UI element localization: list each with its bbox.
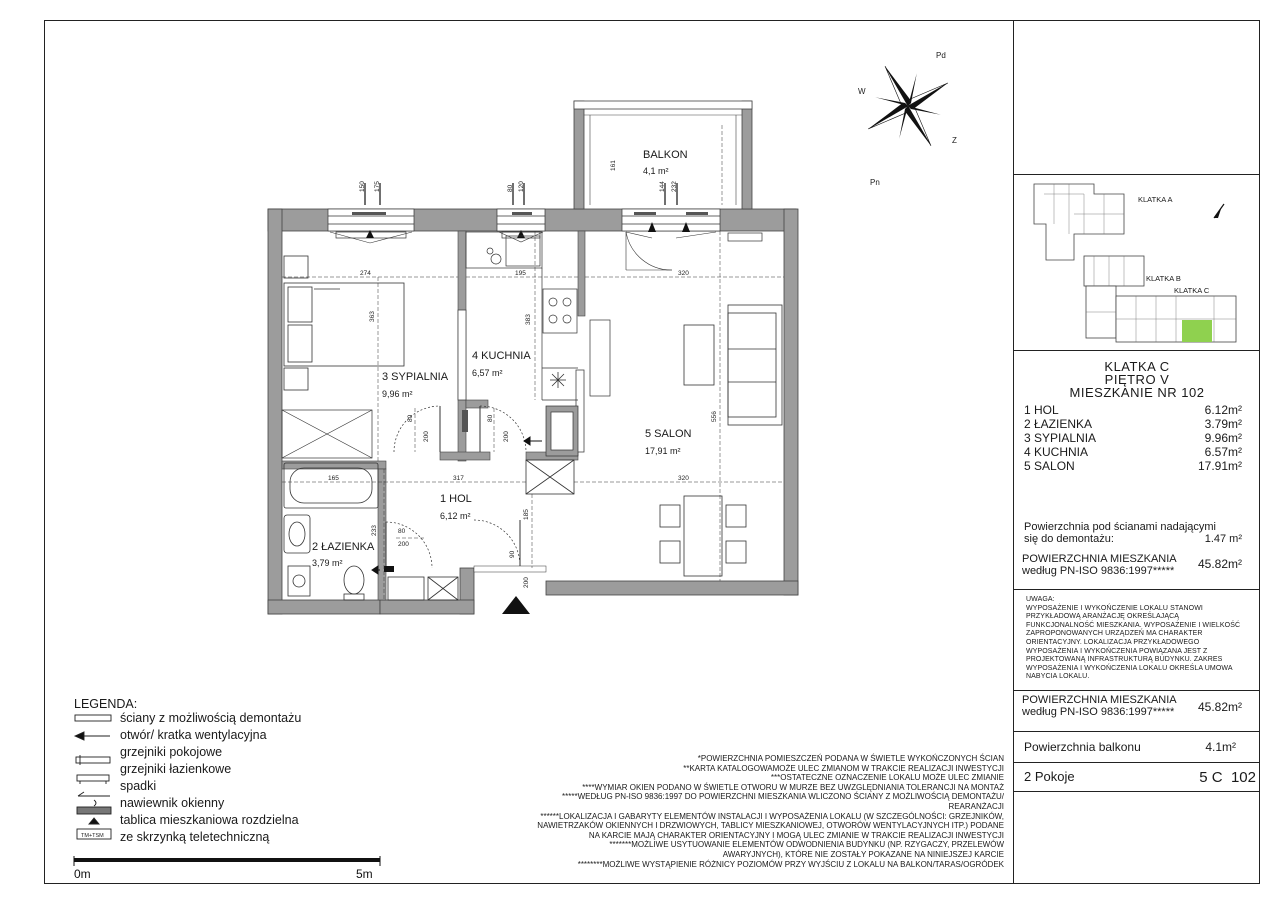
svg-text:556: 556: [711, 411, 718, 422]
room-row: 4 KUCHNIA 6.57m²: [1024, 445, 1242, 459]
floor-title: PIĘTRO V: [1104, 372, 1170, 387]
footnote: *POWIERZCHNIA POMIESZCZEŃ PODANA W ŚWIETLE WYKOŃCZONYCH ŚCIAN: [697, 754, 1004, 763]
room-area-sypialnia: 9,96 m²: [382, 389, 413, 399]
key-label-c: KLATKA C: [1174, 286, 1210, 295]
compass-label-w: W: [858, 87, 866, 96]
room-area-balkon: 4,1 m²: [643, 166, 669, 176]
svg-text:200: 200: [503, 431, 510, 442]
room-name-hol: 1 HOL: [440, 493, 472, 505]
key-plan: [1014, 174, 1260, 350]
salon-furniture: [660, 305, 782, 576]
room-name-lazienka: 2 ŁAZIENKA: [312, 541, 375, 553]
compass-rose-icon: [845, 43, 971, 169]
room-area-hol: 6,12 m²: [440, 511, 471, 521]
apartment-title: MIESZKANIE NR 102: [1069, 385, 1205, 400]
footnote: ***OSTATECZNE OZNACZENIE LOKALU MOŻE ULEC ZMIANIE: [770, 773, 1004, 783]
legend-item-window-vent: nawiewnik okienny: [120, 795, 225, 810]
balcony-area: Powierzchnia balkonu 4.1m²: [1024, 740, 1236, 754]
room-name-balkon: BALKON: [643, 149, 688, 161]
footnote: NAWIETRZAKÓW OKIENNYCH I DRZWIOWYCH, TABLICY MIESZKANIOWEJ, OTWORÓW WENTYLACYJNYCH ITP.) PODANE: [537, 821, 1004, 831]
room-row: 2 ŁAZIENKA 3.79m²: [1024, 417, 1242, 431]
room-area-salon: 17,91 m²: [645, 446, 681, 456]
footnote: **KARTA KATALOGOWAMOŻE ULEC ZMIANOM W TRAKCIE REALIZACJI INWESTYCJI: [683, 763, 1004, 773]
tm-tsm-label: TM+TSM: [81, 833, 104, 839]
scale-start: 0m: [74, 867, 91, 881]
room-area-kuchnia: 6,57 m²: [472, 368, 503, 378]
radiators: [336, 232, 762, 241]
room-row: 1 HOL 6.12m²: [1024, 403, 1242, 417]
svg-text:200: 200: [423, 431, 430, 442]
compass-label-s: Pn: [870, 178, 880, 187]
svg-text:200: 200: [523, 577, 530, 588]
title-divider: [1014, 350, 1260, 351]
svg-text:185: 185: [523, 509, 530, 520]
footnote: NA KARCIE MAJĄ CHARAKTER ORIENTACYJNY I MOGĄ ULEC ZMIANIE W TRAKCIE REALIZACJI INWESTYCJI: [588, 830, 1004, 840]
svg-text:80: 80: [487, 414, 494, 422]
legend-item-bath-radiators: grzejniki łazienkowe: [120, 761, 232, 776]
total-area-2-value: 45.82m²: [1197, 700, 1242, 714]
title-divider: [1014, 762, 1260, 763]
scale-end: 5m: [356, 867, 373, 881]
svg-text:274: 274: [360, 270, 371, 277]
svg-text:165: 165: [328, 475, 339, 482]
room-row: 5 SALON 17.91m²: [1024, 459, 1242, 473]
svg-text:161: 161: [610, 160, 617, 171]
entrance-marker: [502, 596, 530, 614]
legend-item-demountable-walls: ściany z możliwością demontażu: [120, 710, 302, 725]
footnotes: [484, 754, 1004, 869]
footnote: ********MOŻLIWE WYSTĄPIENIE RÓŻNICY POZIOMÓW PRZY WYJŚCIU Z LOKALU NA BALKON/TARAS/OGRÓDEK: [577, 859, 1004, 869]
apartment-code: 5 C 102: [1199, 769, 1256, 786]
svg-text:200: 200: [398, 541, 409, 548]
key-plan-highlight: [1182, 320, 1212, 342]
room-name-sypialnia: 3 SYPIALNIA: [382, 371, 449, 383]
wardrobe: [282, 410, 372, 458]
key-label-b: KLATKA B: [1146, 274, 1181, 283]
legend-title: LEGENDA:: [74, 697, 138, 711]
scale-bar: [74, 856, 380, 866]
legend-item-switchboard: tablica mieszkaniowa rozdzielna: [120, 812, 299, 827]
room-area-lazienka: 3,79 m²: [312, 558, 343, 568]
title-divider: [1014, 791, 1260, 792]
bed: [284, 256, 404, 390]
title-divider: [1014, 174, 1260, 175]
footnote: *******MOŻLIWE USYTUOWANIE ELEMENTÓW ODWODNIENIA BUDYNKU (NP. RZYGACZY, PRZELEWÓW: [609, 840, 1004, 850]
svg-text:233: 233: [371, 525, 378, 536]
title-divider: [1014, 690, 1260, 691]
title-divider: [1014, 731, 1260, 732]
room-name-kuchnia: 4 KUCHNIA: [472, 350, 531, 362]
svg-text:90: 90: [509, 550, 516, 558]
footnote: *****WEDŁUG PN-ISO 9836:1997 DO POWIERZCHNI MIESZKANIA WLICZONO ŚCIANY Z MOŻLIWOŚCIĄ DEMONTAŻU/: [562, 792, 1004, 802]
compass-label-n: Pd: [936, 51, 946, 60]
compass-label-e: Z: [952, 136, 957, 145]
footnote: AWARYJNYCH), KTÓRE NIE ZOSTAŁY POKAZANE NA NINIEJSZEJ KARCIE: [722, 849, 1004, 859]
total-area-1-value: 45.82m²: [1197, 557, 1242, 571]
key-label-a: KLATKA A: [1138, 195, 1173, 204]
title-divider: [1014, 589, 1260, 590]
svg-text:320: 320: [678, 270, 689, 277]
building-key-plan: [1014, 174, 1260, 350]
svg-text:80: 80: [507, 184, 514, 192]
svg-text:80: 80: [407, 414, 414, 422]
rooms-count: 2 Pokoje 5 C 102: [1024, 769, 1256, 786]
apartment-summary: [1014, 360, 1260, 473]
legend-item-room-radiators: grzejniki pokojowe: [120, 744, 223, 759]
room-area-table: [1014, 403, 1260, 473]
svg-text:150: 150: [359, 181, 366, 192]
total-area-2: POWIERZCHNIA MIESZKANIA według PN-ISO 9836:1997***** 45.82m²: [1022, 694, 1242, 718]
footnote: ******LOKALIZACJA I GABARYTY ELEMENTÓW INSTALACJI I WYPOSAŻENIA LOKALU (W SZCZEGÓLNOŚCI: GRZEJNIKÓW,: [540, 811, 1004, 821]
legend-item-slopes: spadki: [120, 778, 157, 793]
stair-title: KLATKA C: [1104, 359, 1170, 374]
room-row: 3 SYPIALNIA 9.96m²: [1024, 431, 1242, 445]
svg-text:120: 120: [518, 181, 525, 192]
room-name-salon: 5 SALON: [645, 428, 692, 440]
dimension-lines: [282, 125, 784, 600]
footnote: ****WYMIAR OKIEN PODANO W ŚWIETLE OTWORU W MURZE BEZ UWZGLĘDNIANIA TOLERANCJI NA MONTAŻ: [582, 782, 1004, 792]
svg-text:175: 175: [374, 181, 381, 192]
svg-text:317: 317: [453, 475, 464, 482]
svg-text:80: 80: [398, 528, 406, 535]
svg-text:232: 232: [671, 181, 678, 192]
total-area-1: POWIERZCHNIA MIESZKANIA według PN-ISO 9836:1997***** 45.82m²: [1022, 553, 1242, 577]
svg-text:144: 144: [659, 181, 666, 192]
legend-item-ventilation: otwór/ kratka wentylacyjna: [120, 727, 267, 742]
svg-text:383: 383: [525, 314, 532, 325]
svg-text:195: 195: [515, 270, 526, 277]
legend-item-switchboard-2: ze skrzynką teletechniczną: [120, 829, 270, 844]
legend-symbols: [75, 715, 111, 839]
notice: UWAGA: WYPOSAŻENIE I WYKOŃCZENIE LOKALU STANOWI PRZYKŁADOWĄ ARANŻACJĘ OKREŚLAJĄCĄ FUNKCJONALNOŚĆ MIESZKANIA. WYPOSAŻENIE I WIELKOŚĆ ZAPROPONOWANYCH URZĄDZEŃ MA CHARAKTER ORIENTACYJNY. LOKALIZACJA PRZYKŁADOWEGO WYPOSAŻENIA I WYKOŃCZENIA POWIĄZANA JEST Z PROJEKTOWANĄ INFRASTRUKTURĄ BUDYNKU. ZAKRES WYPOSAŻENIA I WYKOŃCZENIA LOKALU OKREŚLA UMOWA NABYCIA LOKALU.: [1026, 596, 1241, 681]
svg-text:363: 363: [369, 311, 376, 322]
svg-text:320: 320: [678, 475, 689, 482]
footnote: REARANŻACJI: [948, 801, 1004, 811]
demountable-area: Powierzchnia pod ścianami nadającymi się do demontażu: 1.47 m²: [1024, 521, 1242, 545]
exterior-walls: [268, 209, 798, 614]
